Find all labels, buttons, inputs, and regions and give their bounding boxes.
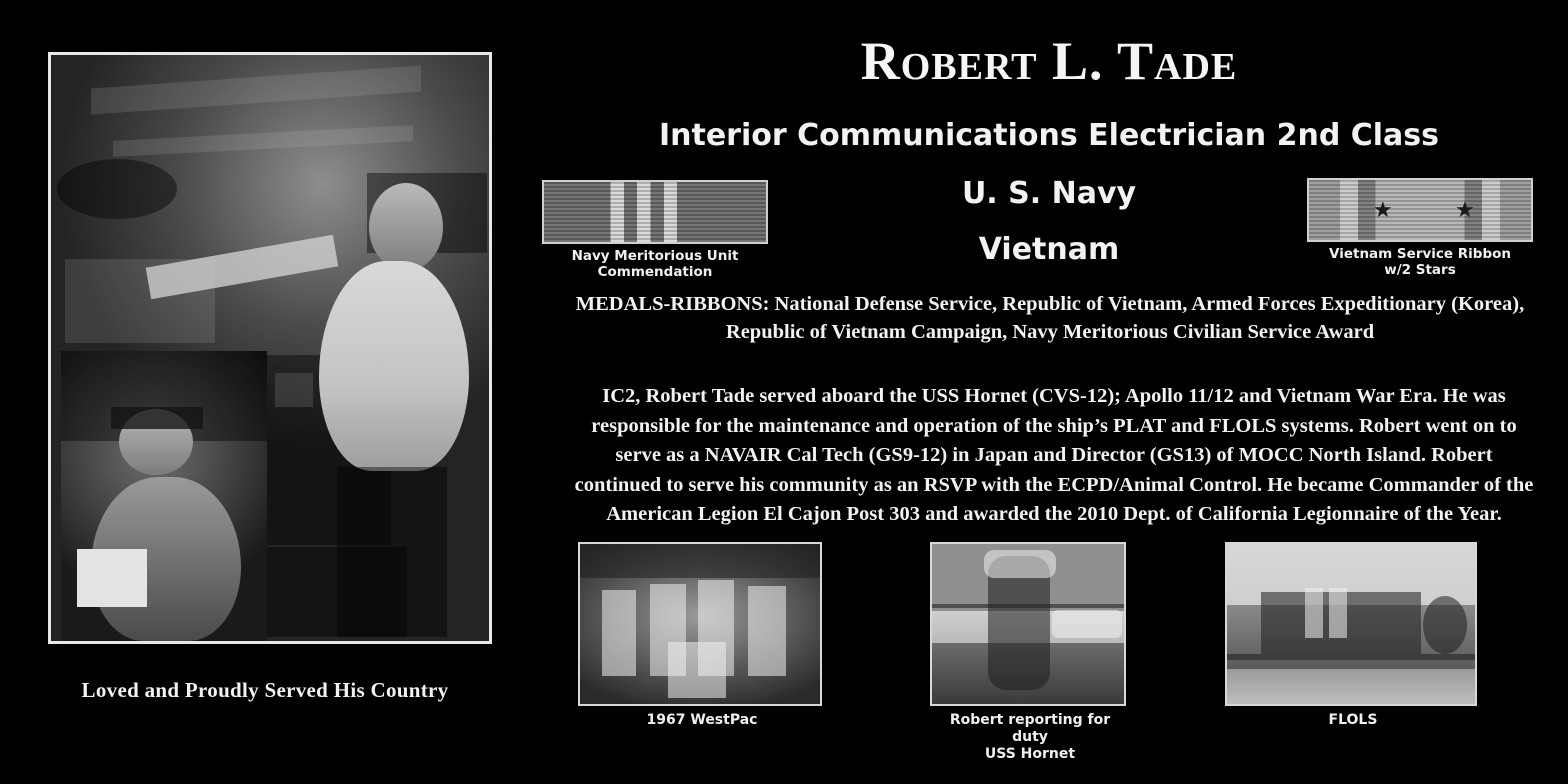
ribbon-image bbox=[1307, 178, 1533, 242]
photo-figure bbox=[602, 590, 636, 676]
right-column bbox=[530, 0, 1568, 784]
thumbnail-reporting-for-duty bbox=[930, 542, 1130, 762]
photo-detail bbox=[113, 125, 413, 157]
photo-figure bbox=[1305, 588, 1323, 638]
inset-photo-image bbox=[61, 351, 267, 641]
ribbon-navy-meritorious-unit-commendation bbox=[540, 180, 770, 281]
thumbnail-caption-line-2: USS Hornet bbox=[984, 745, 1076, 762]
star-icon: ★ bbox=[1373, 197, 1393, 222]
page-title: Robert L. Tade bbox=[860, 31, 1238, 91]
left-column bbox=[0, 0, 530, 784]
star-icon: ★ bbox=[1455, 197, 1475, 222]
main-photo bbox=[48, 52, 492, 644]
biography-text: IC2, Robert Tade served aboard the USS Hornet (CVS-12); Apollo 11/12 and Vietnam War Era. He was responsible for the maintenance and operation of the ship’s PLAT and FLOLS systems. Robert went on to serve as a NAVAIR Cal Tech (GS9-12) in Japan and Director (GS13) of MOCC North Island. Robert continued to serve his community as an RSVP with the ECPD/Animal Control. He became Commander of the American Legion El Cajon Post 303 and awarded the 2010 Dept. of California Legionnaire of the Year. bbox=[574, 385, 1534, 526]
photo-figure-legs bbox=[337, 467, 447, 637]
ribbon-image bbox=[542, 180, 768, 244]
ribbon-caption-line-2: Commendation bbox=[597, 263, 713, 280]
ribbon-vietnam-service bbox=[1300, 178, 1540, 279]
photo-car bbox=[1052, 610, 1122, 638]
thumbnail-1967-westpac bbox=[578, 542, 826, 729]
ribbon-caption-line-1: Navy Meritorious Unit bbox=[571, 248, 739, 264]
thumbnail-row bbox=[530, 540, 1568, 770]
ribbon-caption-line-2: w/2 Stars bbox=[1384, 261, 1456, 278]
photo-seabag bbox=[984, 550, 1056, 578]
medals-ribbons-text: MEDALS-RIBBONS: National Defense Service, Republic of Vietnam, Armed Forces Expeditionary (Korea), Republic of Vietnam Campaign, Navy Meritorious Civilian Service Award bbox=[575, 293, 1525, 344]
main-photo-image bbox=[51, 55, 489, 641]
photo-detail bbox=[580, 544, 820, 578]
photo-figure bbox=[668, 642, 726, 698]
thumbnail-image bbox=[1225, 542, 1477, 706]
photo-detail bbox=[932, 604, 1124, 608]
photo-figure-cap bbox=[111, 407, 203, 429]
photo-figure bbox=[1329, 588, 1347, 638]
thumbnail-caption bbox=[578, 712, 826, 729]
photo-figure-arm bbox=[146, 235, 339, 300]
thumbnail-caption-line-1: Robert reporting for duty bbox=[949, 712, 1111, 745]
thumbnail-caption bbox=[1225, 712, 1481, 729]
thumbnail-caption bbox=[930, 712, 1130, 762]
thumbnail-caption-line-1: FLOLS bbox=[1328, 712, 1378, 728]
ribbon-caption bbox=[1300, 247, 1540, 279]
photo-detail bbox=[275, 373, 313, 407]
photo-equipment bbox=[1423, 596, 1467, 654]
left-photo-caption: Loved and Proudly Served His Country bbox=[81, 678, 449, 702]
thumbnail-image bbox=[578, 542, 822, 706]
thumbnail-image bbox=[930, 542, 1126, 706]
photo-detail bbox=[57, 159, 177, 219]
thumbnail-flols bbox=[1225, 542, 1481, 729]
thumbnail-caption-line-1: 1967 WestPac bbox=[646, 712, 758, 728]
ribbon-caption-line-1: Vietnam Service Ribbon bbox=[1329, 246, 1511, 262]
photo-detail bbox=[91, 65, 421, 114]
photo-figure bbox=[748, 586, 786, 676]
photo-award-plaque bbox=[77, 549, 147, 607]
photo-figure-head bbox=[369, 183, 443, 271]
photo-detail bbox=[1227, 654, 1475, 660]
ribbon-caption bbox=[540, 249, 770, 281]
war-title: Vietnam bbox=[978, 232, 1120, 267]
rank-title: Interior Communications Electrician 2nd Class bbox=[658, 118, 1440, 153]
photo-figure-body bbox=[319, 261, 469, 471]
branch-title: U. S. Navy bbox=[961, 176, 1137, 211]
